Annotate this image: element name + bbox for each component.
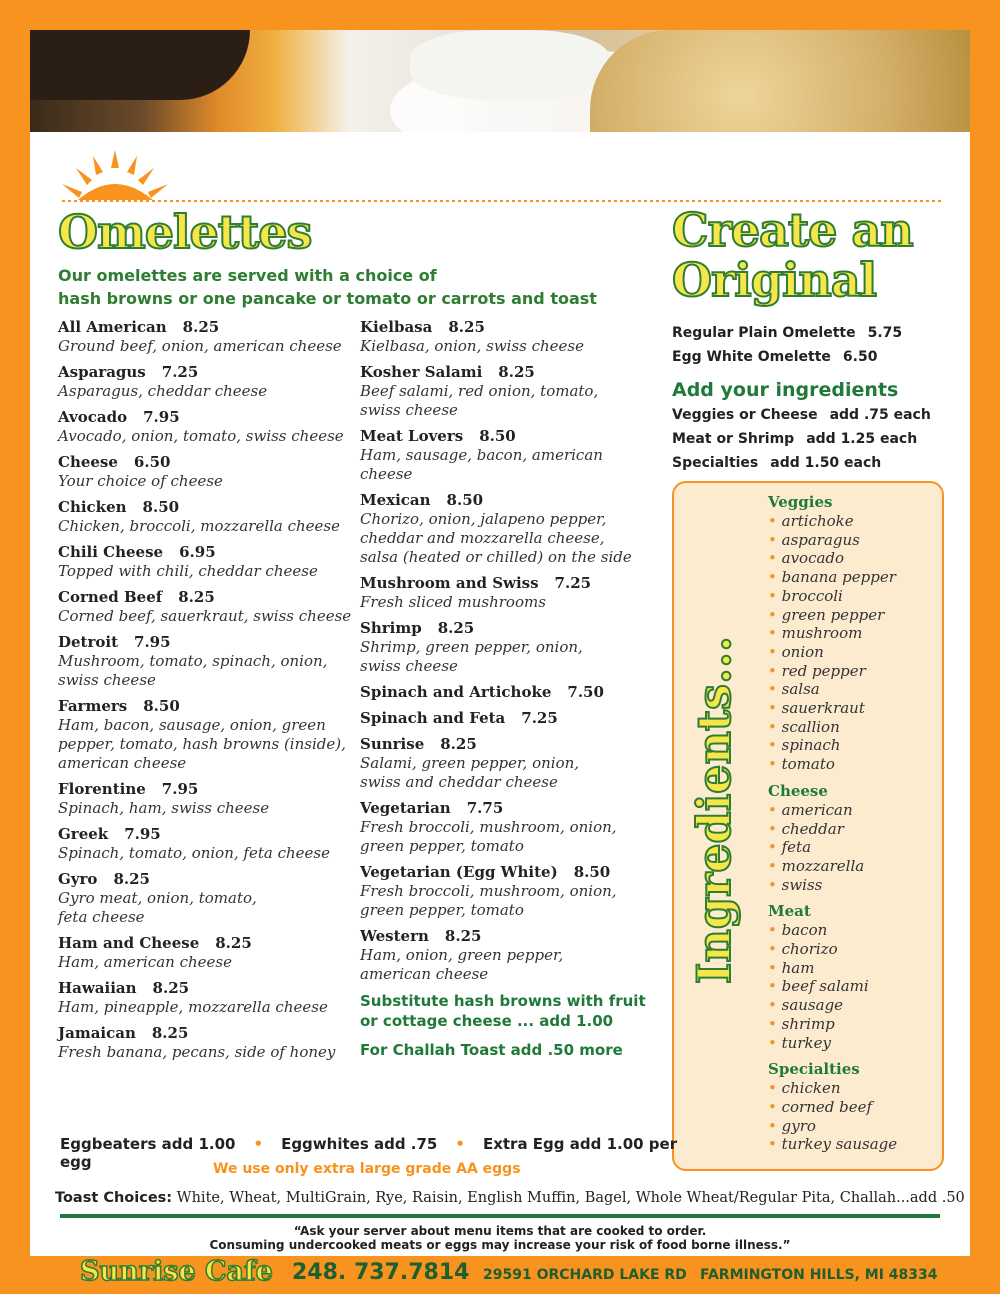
menu-item-description: Fresh broccoli, mushroom, onion, — [360, 818, 617, 836]
food-safety-warning — [60, 1224, 940, 1252]
menu-item-price: 6.95 — [179, 543, 216, 561]
menu-item-description: Mushroom, tomato, spinach, onion, — [58, 652, 328, 670]
menu-item-title — [58, 498, 358, 517]
menu-item — [58, 934, 358, 972]
menu-item-title — [58, 588, 358, 607]
ingredient-item: • corned beef — [768, 1098, 897, 1117]
ingredient-item: • broccoli — [768, 587, 897, 606]
ingredients-vertical-label: Ingredients... — [687, 635, 741, 985]
ingredient-item: • mozzarella — [768, 857, 897, 876]
menu-item-description: swiss cheese — [58, 671, 156, 689]
menu-item-price: 8.25 — [498, 363, 535, 381]
ingredient-item: • asparagus — [768, 531, 897, 550]
menu-item-title — [360, 491, 650, 510]
menu-item-description: Ham, sausage, bacon, american cheese — [360, 446, 603, 483]
menu-item — [58, 543, 358, 581]
ingredient-type-price: add .75 each — [829, 407, 931, 423]
menu-item-name: Kielbasa — [360, 318, 433, 336]
menu-item-description: Avocado, onion, tomato, swiss cheese — [58, 427, 344, 445]
menu-item-price: 8.50 — [573, 863, 611, 881]
ingredient-item: • salsa — [768, 680, 897, 699]
ingredient-price-row — [672, 403, 942, 427]
menu-item-description: Kielbasa, onion, swiss cheese — [360, 337, 585, 355]
base-omelette-options — [672, 321, 942, 369]
ingredient-group — [768, 782, 897, 895]
menu-item-price: 8.50 — [143, 697, 180, 715]
toast-choices-list: White, Wheat, MultiGrain, Rye, Raisin, English Muffin, Bagel, Whole Wheat/Regular Pita, Challah...add .50 — [172, 1190, 965, 1206]
menu-item-description: pepper, tomato, hash browns (inside), — [58, 735, 346, 753]
menu-item-description: Your choice of cheese — [58, 472, 223, 490]
menu-item-name: Shrimp — [360, 619, 422, 637]
menu-item-name: Mexican — [360, 491, 431, 509]
menu-item-price: 8.25 — [182, 318, 220, 336]
menu-item-name: Meat Lovers — [360, 427, 464, 445]
create-original-list — [672, 321, 942, 475]
brand-logo: Sunrise Cafe — [80, 1256, 273, 1287]
omelettes-column-2 — [360, 318, 650, 1060]
ingredient-category: Veggies — [768, 493, 833, 511]
ingredient-group — [768, 493, 897, 774]
ingredient-type: Veggies or Cheese — [672, 407, 818, 423]
ingredient-item: • shrimp — [768, 1015, 897, 1034]
warning-line-2: Consuming undercooked meats or eggs may increase your risk of food borne illness.” — [209, 1238, 791, 1252]
menu-item — [58, 453, 358, 491]
menu-item-title — [58, 453, 358, 472]
menu-item-description: Spinach, tomato, onion, feta cheese — [58, 844, 330, 862]
ingredient-type: Specialties — [672, 455, 759, 471]
menu-item-price: 7.50 — [567, 683, 604, 701]
menu-item-name: Sunrise — [360, 735, 425, 753]
street-address: 29591 ORCHARD LAKE RD — [483, 1267, 687, 1283]
menu-item-description: salsa (heated or chilled) on the side — [360, 548, 632, 566]
menu-item-title — [360, 863, 650, 882]
menu-item-name: Gyro — [58, 870, 98, 888]
footer-bar — [0, 1256, 1000, 1294]
menu-item-title — [360, 574, 650, 593]
ingredient-item: • bacon — [768, 921, 897, 940]
menu-item-price: 7.75 — [466, 799, 504, 817]
menu-item-price: 8.50 — [446, 491, 484, 509]
base-omelette-row — [672, 321, 942, 345]
menu-item-price: 8.25 — [437, 619, 475, 637]
menu-item-title — [58, 697, 358, 716]
ingredient-item: • sausage — [768, 996, 897, 1015]
menu-item — [58, 318, 358, 356]
toast-choices-label: Toast Choices: — [55, 1190, 173, 1206]
menu-item-price: 8.25 — [151, 1024, 189, 1042]
menu-item-description: Topped with chili, cheddar cheese — [58, 562, 318, 580]
menu-item-title — [360, 735, 650, 754]
challah-note: For Challah Toast add .50 more — [360, 1041, 623, 1059]
substitute-note-line-1: Substitute hash browns with fruit — [360, 992, 646, 1010]
menu-item-description: Ground beef, onion, american cheese — [58, 337, 342, 355]
ingredient-type-price: add 1.25 each — [806, 431, 918, 447]
menu-item-price: 8.25 — [152, 979, 190, 997]
ingredient-group — [768, 1060, 897, 1154]
menu-item-price: 7.95 — [143, 408, 180, 426]
ingredient-item: • red pepper — [768, 662, 897, 681]
menu-item-description: Chicken, broccoli, mozzarella cheese — [58, 517, 341, 535]
menu-item-description: Salami, green pepper, onion, — [360, 754, 580, 772]
omelettes-title: Omelettes — [58, 205, 312, 259]
create-title-line-2: Original — [672, 253, 877, 307]
ingredient-type: Meat or Shrimp — [672, 431, 795, 447]
menu-item-title — [360, 363, 650, 382]
menu-item — [58, 780, 358, 818]
ingredient-item: • green pepper — [768, 606, 897, 625]
menu-item-description: american cheese — [360, 965, 489, 983]
menu-item-title — [58, 979, 358, 998]
menu-item-price: 7.25 — [554, 574, 592, 592]
ingredient-group — [768, 902, 897, 1052]
menu-item — [360, 927, 650, 984]
menu-item-description: Corned beef, sauerkraut, swiss cheese — [58, 607, 352, 625]
eggbeaters-option: Eggbeaters add 1.00 — [60, 1135, 236, 1153]
ingredient-item: • gyro — [768, 1117, 897, 1136]
menu-item — [58, 1024, 358, 1062]
ingredient-item: • cheddar — [768, 820, 897, 839]
sun-icon — [58, 148, 173, 203]
menu-item — [58, 870, 358, 927]
base-omelette-price: 6.50 — [842, 349, 878, 365]
base-omelette-price: 5.75 — [867, 325, 903, 341]
menu-item-title — [360, 709, 650, 728]
menu-item-description: Ham, american cheese — [58, 953, 232, 971]
menu-item-description: swiss and cheddar cheese — [360, 773, 558, 791]
omelette-image — [590, 30, 970, 132]
base-omelette-name: Egg White Omelette — [672, 349, 831, 365]
menu-item-name: Farmers — [58, 697, 128, 715]
menu-item-description: Shrimp, green pepper, onion, — [360, 638, 583, 656]
menu-item-name: Detroit — [58, 633, 119, 651]
menu-item-name: Spinach and Feta — [360, 709, 506, 727]
menu-item — [58, 588, 358, 626]
menu-item-description: Fresh banana, pecans, side of honey — [58, 1043, 336, 1061]
menu-item-name: Vegetarian — [360, 799, 451, 817]
extra-egg-option: Extra Egg add 1.00 per egg — [60, 1135, 678, 1171]
separator-dot: • — [253, 1135, 264, 1153]
menu-item — [58, 697, 358, 773]
menu-item-price: 7.25 — [521, 709, 558, 727]
menu-item-description: Gyro meat, onion, tomato, — [58, 889, 257, 907]
menu-item-price: 7.25 — [161, 363, 199, 381]
menu-item — [360, 574, 650, 612]
menu-item-description: Ham, bacon, sausage, onion, green — [58, 716, 326, 734]
menu-item-description: Beef salami, red onion, tomato, — [360, 382, 599, 400]
menu-item-price: 8.50 — [479, 427, 516, 445]
menu-item-price: 6.50 — [133, 453, 171, 471]
menu-item-title — [360, 683, 650, 702]
menu-item-name: Cheese — [58, 453, 118, 471]
egg-grade-note: We use only extra large grade AA eggs — [213, 1161, 521, 1177]
menu-item-description: cheddar and mozzarella cheese, — [360, 529, 605, 547]
toast-choices — [55, 1190, 965, 1206]
menu-item-price: 8.25 — [178, 588, 215, 606]
menu-item — [58, 825, 358, 863]
omelettes-column-1 — [58, 318, 358, 1069]
menu-item-name: Florentine — [58, 780, 146, 798]
menu-item — [360, 863, 650, 920]
menu-item-price: 7.95 — [161, 780, 199, 798]
ingredient-item: • chicken — [768, 1079, 897, 1098]
menu-item — [58, 363, 358, 401]
base-omelette-row — [672, 345, 942, 369]
menu-item-price: 7.95 — [124, 825, 161, 843]
menu-item-title — [360, 619, 650, 638]
menu-item — [58, 979, 358, 1017]
omelettes-subtitle-1: Our omelettes are served with a choice of — [58, 266, 437, 285]
ingredient-price-row — [672, 427, 942, 451]
ingredient-item: • scallion — [768, 718, 897, 737]
green-divider — [60, 1214, 940, 1218]
ingredient-item: • chorizo — [768, 940, 897, 959]
menu-item-description: Fresh broccoli, mushroom, onion, — [360, 882, 617, 900]
menu-item-description: Ham, onion, green pepper, — [360, 946, 564, 964]
ingredient-item: • ham — [768, 959, 897, 978]
menu-item-name: Mushroom and Swiss — [360, 574, 539, 592]
menu-item-name: Vegetarian (Egg White) — [360, 863, 558, 881]
city-address: FARMINGTON HILLS, MI 48334 — [700, 1267, 938, 1283]
menu-item-title — [58, 825, 358, 844]
ingredient-item: • spinach — [768, 736, 897, 755]
ingredients-lists — [768, 493, 897, 1162]
add-ingredients-heading: Add your ingredients — [672, 379, 899, 401]
ingredients-box — [672, 481, 944, 1171]
ingredient-item: • sauerkraut — [768, 699, 897, 718]
ingredient-item: • beef salami — [768, 977, 897, 996]
omelettes-subtitle-2: hash browns or one pancake or tomato or carrots and toast — [58, 289, 597, 308]
menu-item-title — [58, 870, 358, 889]
ingredient-item: • mushroom — [768, 624, 897, 643]
menu-item-description: american cheese — [58, 754, 187, 772]
menu-item — [360, 709, 650, 728]
menu-item — [360, 799, 650, 856]
phone-number: 248. 737.7814 — [292, 1260, 470, 1285]
menu-item — [58, 498, 358, 536]
menu-item — [360, 683, 650, 702]
substitute-note — [360, 991, 650, 1031]
ingredient-item: • avocado — [768, 549, 897, 568]
ingredient-item: • feta — [768, 838, 897, 857]
menu-item-title — [58, 780, 358, 799]
menu-item-title — [360, 318, 650, 337]
coffee-cup-image — [30, 30, 250, 100]
menu-item-description: swiss cheese — [360, 657, 458, 675]
menu-item-price: 8.50 — [142, 498, 180, 516]
separator-dot: • — [455, 1135, 465, 1153]
menu-item-price: 8.25 — [448, 318, 485, 336]
menu-item-title — [58, 318, 358, 337]
menu-item-title — [360, 927, 650, 946]
ingredient-item: • turkey — [768, 1034, 897, 1053]
ingredient-item: • swiss — [768, 876, 897, 895]
menu-item-name: Western — [360, 927, 429, 945]
menu-item-price: 8.25 — [444, 927, 482, 945]
ingredient-item: • artichoke — [768, 512, 897, 531]
ingredient-category: Specialties — [768, 1060, 860, 1079]
menu-item-description: feta cheese — [58, 908, 145, 926]
menu-item-description: swiss cheese — [360, 401, 458, 419]
create-title-line-1: Create an — [672, 203, 913, 257]
menu-item-name: All American — [58, 318, 167, 336]
menu-item-title — [58, 1024, 358, 1043]
menu-item-name: Hawaiian — [58, 979, 137, 997]
menu-item-name: Corned Beef — [58, 588, 163, 606]
menu-item-name: Avocado — [58, 408, 128, 426]
breakfast-photo — [30, 30, 970, 132]
menu-item — [360, 619, 650, 676]
menu-item-title — [58, 408, 358, 427]
ingredient-item: • onion — [768, 643, 897, 662]
menu-item-title — [58, 363, 358, 382]
warning-line-1: “Ask your server about menu items that are cooked to order. — [293, 1224, 707, 1238]
menu-item — [360, 427, 650, 484]
menu-item-title — [360, 799, 650, 818]
menu-item-name: Greek — [58, 825, 109, 843]
menu-item-title — [58, 633, 358, 652]
menu-item-name: Chicken — [58, 498, 127, 516]
cottage-cheese-image — [410, 30, 610, 100]
ingredient-item: • turkey sausage — [768, 1135, 897, 1154]
menu-item-title — [58, 543, 358, 562]
ingredient-price-row — [672, 451, 942, 475]
menu-item-name: Spinach and Artichoke — [360, 683, 552, 701]
menu-item-price: 8.25 — [113, 870, 150, 888]
menu-item-price: 7.95 — [134, 633, 171, 651]
menu-item-description: Chorizo, onion, jalapeno pepper, — [360, 510, 607, 528]
menu-item-description: green pepper, tomato — [360, 837, 524, 855]
menu-item-name: Asparagus — [58, 363, 146, 381]
menu-item-title — [360, 427, 650, 446]
menu-item-price: 8.25 — [215, 934, 252, 952]
ingredient-item: • american — [768, 801, 897, 820]
menu-item — [360, 363, 650, 420]
ingredient-category: Cheese — [768, 781, 828, 800]
ingredient-item: • tomato — [768, 755, 897, 774]
menu-item — [58, 633, 358, 690]
ingredient-type-price: add 1.50 each — [770, 455, 882, 471]
menu-item-description: green pepper, tomato — [360, 901, 524, 919]
create-original-title — [672, 205, 913, 305]
menu-item-price: 8.25 — [440, 735, 477, 753]
menu-item — [58, 408, 358, 446]
omelettes-column-2-items — [360, 318, 650, 984]
ingredient-item: • banana pepper — [768, 568, 897, 587]
menu-item-description: Asparagus, cheddar cheese — [58, 382, 268, 400]
menu-item — [360, 735, 650, 792]
eggwhites-option: Eggwhites add .75 — [281, 1135, 438, 1153]
menu-item-name: Ham and Cheese — [58, 934, 200, 952]
menu-item-name: Jamaican — [58, 1024, 136, 1042]
ingredient-category: Meat — [768, 902, 811, 921]
menu-item — [360, 491, 650, 567]
menu-item-description: Ham, pineapple, mozzarella cheese — [58, 998, 328, 1016]
menu-item-name: Kosher Salami — [360, 363, 483, 381]
menu-item-description: Spinach, ham, swiss cheese — [58, 799, 270, 817]
menu-item-title — [58, 934, 358, 953]
substitute-note-line-2: or cottage cheese ... add 1.00 — [360, 1012, 614, 1030]
base-omelette-name: Regular Plain Omelette — [672, 325, 856, 341]
menu-item — [360, 318, 650, 356]
menu-item-description: Fresh sliced mushrooms — [360, 593, 546, 611]
ingredient-price-list — [672, 403, 942, 475]
menu-item-name: Chili Cheese — [58, 543, 164, 561]
